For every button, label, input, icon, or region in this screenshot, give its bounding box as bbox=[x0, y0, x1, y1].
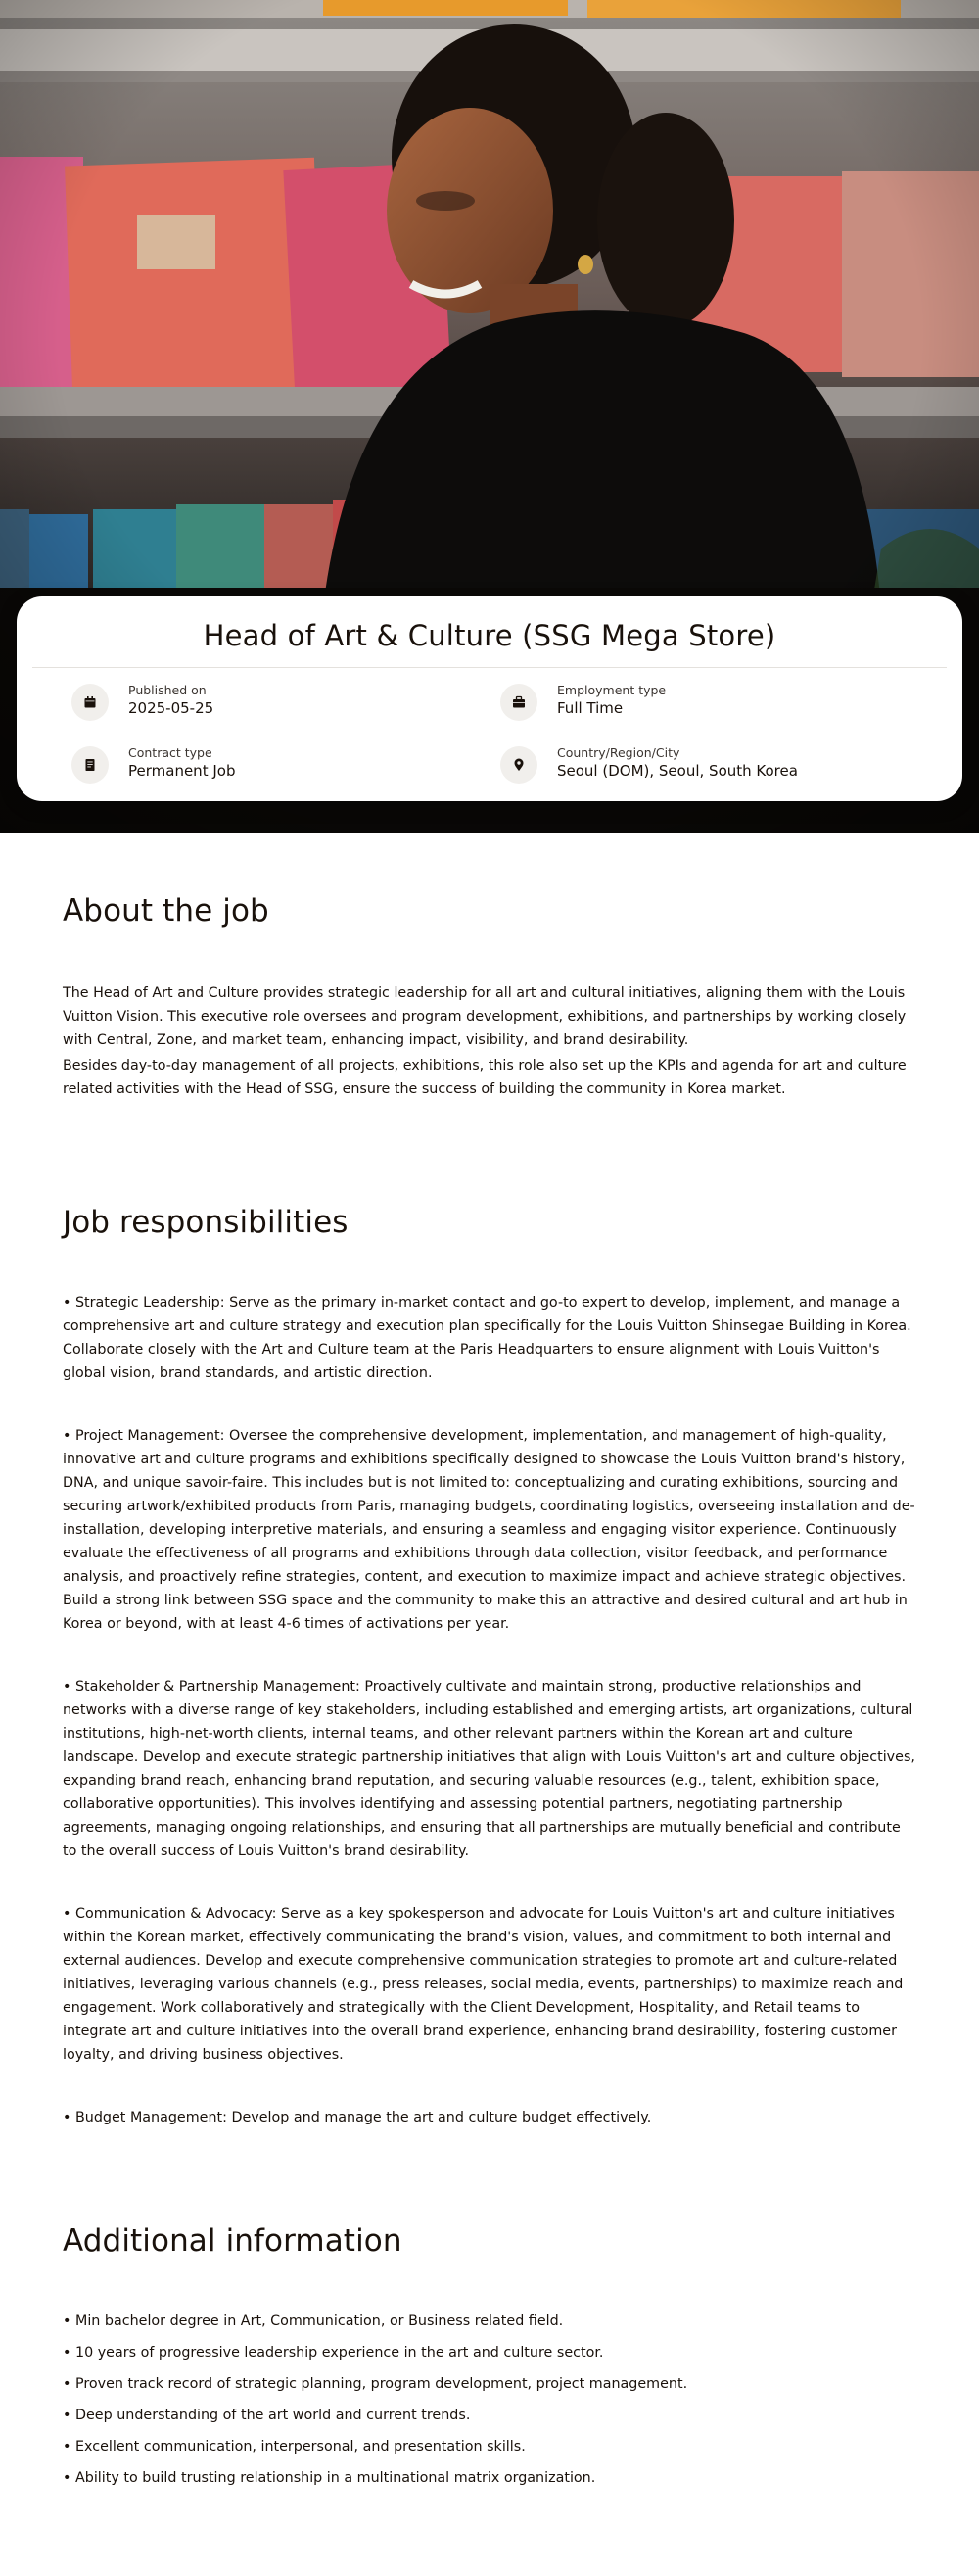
meta-contract-type bbox=[71, 743, 483, 787]
meta-label: Country/Region/City bbox=[557, 745, 680, 760]
meta-value: Full Time bbox=[557, 699, 624, 717]
requirement-item: • Deep understanding of the art world and current trends. bbox=[63, 2408, 471, 2424]
meta-label: Contract type bbox=[128, 745, 212, 760]
meta-label: Published on bbox=[128, 683, 207, 697]
additional-info-section bbox=[63, 2129, 916, 2576]
requirement-item: • 10 years of progressive leadership experience in the art and culture sector. bbox=[63, 2345, 604, 2361]
meta-location bbox=[500, 743, 931, 787]
contract-icon bbox=[71, 746, 109, 784]
requirement-item: • Min bachelor degree in Art, Communication, or Business related field. bbox=[63, 2314, 564, 2330]
briefcase-icon bbox=[500, 684, 537, 721]
responsibility-item: • Stakeholder & Partnership Management: Proactively cultivate and maintain strong, productive relationships and networks with a diverse range of key stakeholders, including established and emerging artists, art organizations, cultural institutions, high-net-worth clients, internal teams, and other relevant partners within the Korean art and culture landscape. Develop and execute strategic partnership initiatives that align with Louis Vuitton's art and culture objectives, expanding brand reach, enhancing brand reputation, and securing valuable resources (e.g., talent, exhibition space, collaborative opportunities). This involves identifying and assessing potential partners, negotiating partnership agreements, managing ongoing relationships, and ensuring that all partnerships are mutually beneficial and contribute to the overall success of Louis Vuitton's brand desirability. bbox=[63, 1679, 915, 1860]
meta-value: Seoul (DOM), Seoul, South Korea bbox=[557, 762, 798, 780]
job-description bbox=[0, 833, 979, 2576]
requirement-item: • Excellent communication, interpersonal, and presentation skills. bbox=[63, 2439, 526, 2456]
requirement-item: • Ability to build trusting relationship in a multinational matrix organization. bbox=[63, 2470, 596, 2487]
about-paragraph: The Head of Art and Culture provides strategic leadership for all art and cultural initiatives, aligning them with the Louis Vuitton Vision. This executive role oversees and program development, exhibitions, and partnerships by working closely with Central, Zone, and market team, enhancing impact, visibility, and brand desirability. bbox=[63, 985, 907, 1049]
requirement-item: • Proven track record of strategic planning, program development, project management. bbox=[63, 2376, 688, 2393]
responsibility-item: • Strategic Leadership: Serve as the primary in-market contact and go-to expert to develop, implement, and manage a comprehensive art and culture strategy and execution plan specifically for the Louis Vuitton Shinsegae Building in Korea. Collaborate closely with the Art and Culture team at the Paris Headquarters to ensure alignment with Louis Vuitton's global vision, brand standards, and artistic direction. bbox=[63, 1295, 911, 1382]
job-summary-card bbox=[17, 596, 962, 801]
meta-value: 2025-05-25 bbox=[128, 699, 214, 717]
job-title: Head of Art & Culture (SSG Mega Store) bbox=[203, 619, 776, 652]
responsibility-item: • Project Management: Oversee the comprehensive development, implementation, and management of high-quality, innovative art and culture programs and exhibitions specifically designed to showcase the Louis Vuitton brand's history, DNA, and unique savoir-faire. This includes but is not limited to: conceptualizing and curating exhibitions, sourcing and securing artwork/exhibited products from Paris, managing budgets, coordinating logistics, overseeing installation and de-installation, developing interpretive materials, and ensuring a seamless and engaging visitor experience. Continuously evaluate the effectiveness of all programs and exhibitions through data collection, visitor feedback, and performance analysis, and proactively refine strategies, content, and execution to maximize impact and achieve strategic objectives. Build a strong link between SSG space and the community to make this an attractive and desired cultural and art hub in Korea or beyond, with at least 4-6 times of activations per year. bbox=[63, 1428, 915, 1633]
meta-label: Employment type bbox=[557, 683, 667, 697]
card-divider bbox=[32, 667, 947, 668]
section-title-about: About the job bbox=[63, 893, 269, 929]
responsibility-item: • Communication & Advocacy: Serve as a key spokesperson and advocate for Louis Vuitton's art and culture initiatives within the Korean market, effectively communicating the brand's vision, values, and commitment to both internal and external audiences. Develop and execute comprehensive communication strategies to promote art and culture-related initiatives, leveraging various channels (e.g., press releases, social media, events, partnerships) to maximize reach and engagement. Work collaboratively and strategically with the Client Development, Hospitality, and Retail teams to integrate art and culture initiatives into the overall brand experience, enhancing brand desirability, fostering customer loyalty, and driving business objectives. bbox=[63, 1906, 904, 2064]
calendar-icon bbox=[71, 684, 109, 721]
section-title-additional: Additional information bbox=[63, 2223, 402, 2260]
about-section bbox=[63, 833, 916, 1101]
section-title-responsibilities: Job responsibilities bbox=[63, 1205, 349, 1241]
about-paragraph: Besides day-to-day management of all projects, exhibitions, this role also set up the KPIs and agenda for art and culture related activities with the Head of SSG, ensure the success of building the community in Korea market. bbox=[63, 1058, 907, 1098]
location-pin-icon bbox=[500, 746, 537, 784]
meta-employment-type bbox=[500, 681, 911, 724]
meta-published bbox=[71, 681, 483, 724]
responsibilities-section bbox=[63, 1101, 916, 2129]
hero-banner bbox=[0, 0, 979, 833]
meta-value: Permanent Job bbox=[128, 762, 236, 780]
responsibility-item: • Budget Management: Develop and manage the art and culture budget effectively. bbox=[63, 2110, 652, 2126]
